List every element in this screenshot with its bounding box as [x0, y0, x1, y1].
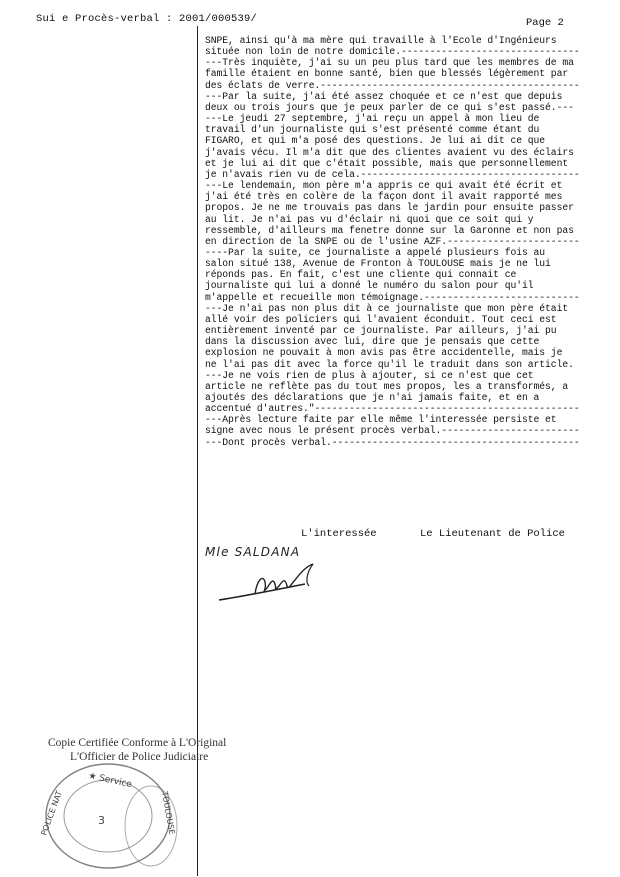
statement-line: ---Dont procès verbal.-------------------------------------------: [205, 436, 580, 448]
certification-line-1: Copie Certifiée Conforme à L'Original: [48, 737, 227, 749]
statement-line: famille étaient en bonne santé, bien que blessés légèrement par: [205, 68, 569, 80]
handwritten-name: Mle SALDANA: [205, 545, 301, 559]
statement-line: ressemble, d'ailleurs ma fenetre donne sur la Garonne et non pas: [205, 224, 574, 236]
statement-line: accentué d'autres."----------------------------------------------: [205, 403, 580, 415]
statement-line: et je lui ai dit que c'était possible, mais que personnellement: [205, 157, 569, 169]
statement-line: entièrement inventé par ce journaliste. Par ailleurs, j'ai pu: [205, 325, 557, 337]
statement-line: dans la discussion avec lui, dire que je pensais que cette: [205, 336, 540, 348]
statement-line: ---Très inquiète, j'ai su un peu plus tard que les membres de ma: [205, 57, 574, 69]
stamp-number: 3: [98, 814, 105, 827]
page-number: Page 2: [526, 17, 564, 29]
police-stamp: [36, 758, 186, 876]
statement-line: je n'avais rien vu de cela.--------------------------------------: [205, 168, 580, 180]
statement-line: ----Par la suite, ce journaliste a appelé plusieurs fois au: [205, 246, 546, 258]
statement-line: ---Le lendemain, mon père m'a appris ce qui avait été écrit et: [205, 180, 563, 192]
statement-line: journaliste qui lui a donné le numéro du salon pour qu'il: [205, 280, 534, 292]
signature-label-lieutenant: Le Lieutenant de Police: [420, 528, 565, 540]
statement-line: ---Par la suite, j'ai été assez choquée et ce n'est que depuis: [205, 90, 563, 102]
statement-body: [205, 35, 617, 448]
statement-line: allé voir des policiers qui l'avaient éconduit. Tout ceci est: [205, 313, 557, 325]
statement-line: FIGARO, et qui m'a posé des questions. Je lui ai dit ce que: [205, 135, 546, 147]
statement-line: j'ai été très en colère de la façon dont il avait rapporté mes: [205, 191, 563, 203]
statement-line: ajoutés des déclarations que je n'ai jamais faite, et en a: [205, 392, 540, 403]
statement-line: ---Après lecture faite par elle même l'interessée persiste et: [205, 414, 557, 426]
statement-line: ne l'ai pas dit avec la force qu'il le traduit dans son article.: [205, 358, 574, 370]
statement-line: ---Le jeudi 27 septembre, j'ai reçu un appel à mon lieu de: [205, 113, 540, 125]
statement-line: réponds pas. En fait, c'est une cliente qui connait ce: [205, 269, 517, 281]
statement-line: propos. Je ne me trouvais pas dans le jardin pour ensuite passer: [205, 202, 574, 214]
statement-line: ---Je n'ai pas non plus dit à ce journaliste que mon père était: [205, 302, 569, 314]
statement-line: en direction de la SNPE ou de l'usine AZF.-----------------------: [205, 235, 580, 247]
stamp-top-text: ★ Service: [87, 771, 133, 791]
handwritten-signature: [215, 560, 335, 608]
stamp-right-text: TOULOUSE: [160, 790, 177, 836]
signature-label-interested: L'interessée: [301, 528, 377, 540]
statement-line: au lit. Je n'ai pas vu d'éclair ni quoi que ce soit qui y: [205, 213, 534, 225]
certification-line-2: L'Officier de Police Judiciaire: [70, 751, 209, 763]
statement-line: ---Je ne vois rien de plus à ajouter, si ce n'est que cet: [205, 369, 534, 381]
statement-line: SNPE, ainsi qu'à ma mère qui travaille à l'Ecole d'Ingénieurs: [205, 35, 557, 46]
statement-line: salon situé 138, Avenue de Fronton à TOULOUSE mais je ne lui: [205, 258, 551, 270]
statement-line: signe avec nous le présent procès verbal.------------------------: [205, 425, 580, 437]
statement-line: j'avais vécu. Il m'a dit que des clientes avaient vu des éclairs: [205, 146, 574, 158]
statement-line: travail d'un journaliste qui s'est présenté comme étant du: [205, 124, 540, 136]
statement-line: située non loin de notre domicile.-------------------------------: [205, 46, 580, 58]
statement-line: m'appelle et recueille mon témoignage.---------------------------: [205, 291, 580, 303]
header-case-reference: Sui e Procès-verbal : 2001/000539/: [36, 13, 258, 25]
stamp-left-text: POLICE NAT: [39, 789, 64, 837]
statement-line: deux ou trois jours que je peux parler de ce qui s'est passé.---: [205, 101, 574, 113]
statement-line: article ne reflète pas du tout mes propos, les a transformés, a: [205, 380, 569, 392]
statement-line: des éclats de verre.---------------------------------------------: [205, 79, 580, 91]
statement-line: explosion ne pouvait à mon avis pas être accidentelle, mais je: [205, 347, 563, 359]
